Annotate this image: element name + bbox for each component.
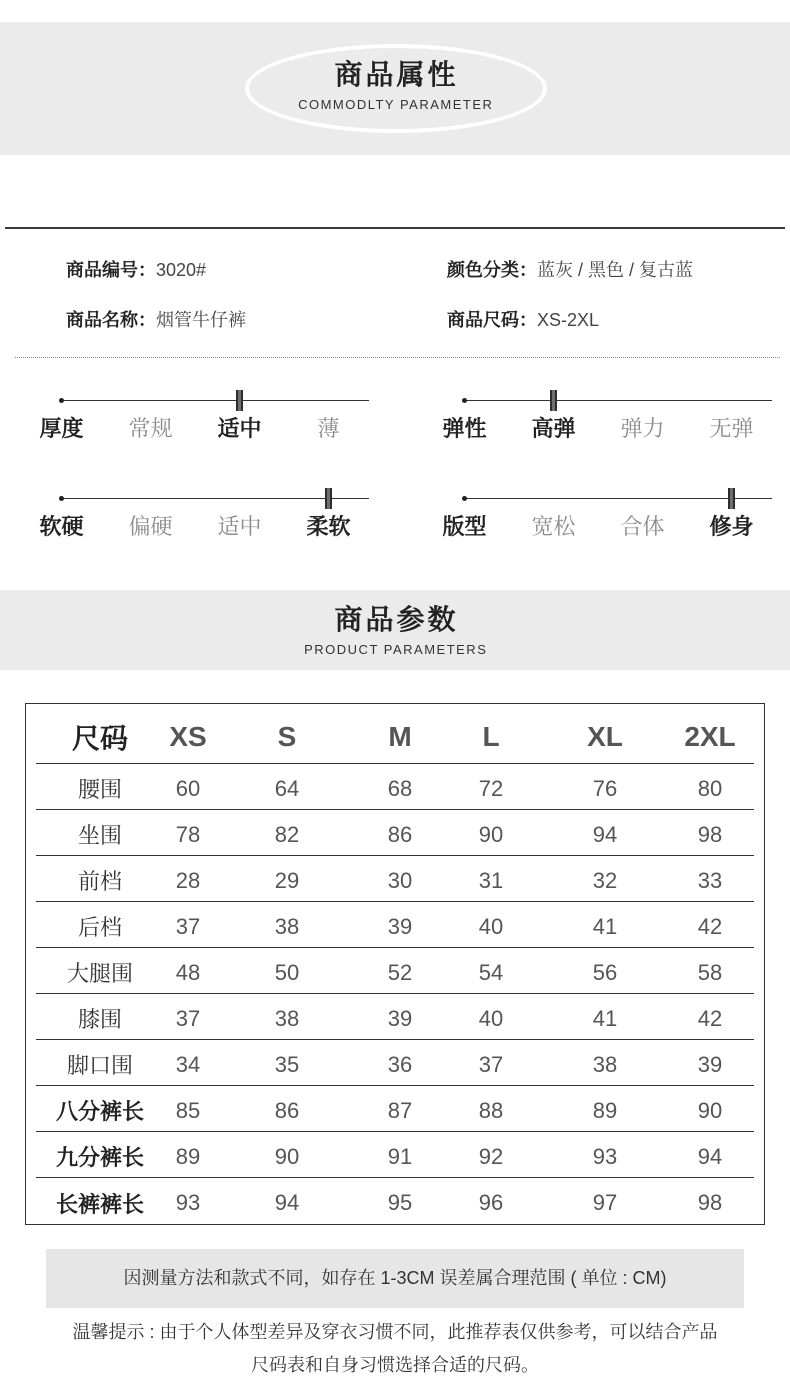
dotted-divider xyxy=(15,357,780,358)
size-column-header: S xyxy=(277,720,297,752)
product-name-label: 商品名称： xyxy=(66,310,156,330)
attribute-option: 弹力 xyxy=(620,416,665,441)
measurement-value: 28 xyxy=(175,867,201,893)
size-table-header xyxy=(36,704,754,764)
product-sizes-value: XS-2XL xyxy=(537,310,600,330)
attribute-label: 软硬 xyxy=(39,514,84,539)
table-row xyxy=(36,764,754,810)
measurement-value: 94 xyxy=(697,1143,723,1169)
attribute-option: 宽松 xyxy=(531,514,576,539)
parameters-title: 商品参数 xyxy=(334,604,459,635)
attribute-option: 无弹 xyxy=(709,416,754,441)
scale-start-dot xyxy=(59,496,64,501)
scale-selected-marker xyxy=(236,390,243,411)
measurement-value: 68 xyxy=(387,775,413,801)
section-divider xyxy=(5,227,785,229)
size-table xyxy=(25,703,765,1225)
measurement-value: 96 xyxy=(478,1190,504,1215)
measurement-value: 64 xyxy=(274,775,300,801)
size-column-header: M xyxy=(388,720,412,752)
product-colors-label: 颜色分类： xyxy=(447,260,537,280)
measurement-value: 38 xyxy=(592,1051,618,1077)
measurement-value: 39 xyxy=(387,913,413,939)
measurement-value: 37 xyxy=(175,913,201,939)
attribute-option: 常规 xyxy=(128,416,173,441)
measurement-value: 89 xyxy=(175,1143,201,1169)
table-row xyxy=(36,1040,754,1086)
measurement-value: 52 xyxy=(387,959,413,985)
measurement-value: 93 xyxy=(592,1143,618,1169)
measurement-value: 34 xyxy=(175,1051,201,1077)
measurement-label: 坐围 xyxy=(77,823,122,848)
measurement-value: 58 xyxy=(697,959,723,985)
table-row xyxy=(36,902,754,948)
scale-line xyxy=(465,498,772,499)
scale-line xyxy=(465,400,772,401)
measurement-value: 37 xyxy=(478,1051,504,1077)
measurement-value: 80 xyxy=(697,775,723,801)
size-tip xyxy=(0,1316,790,1382)
measurement-value: 29 xyxy=(274,867,300,893)
size-tip-line: 温馨提示 : 由于个人体型差异及穿衣习惯不同，此推荐表仅供参考，可以结合产品 xyxy=(72,1322,718,1342)
measurement-value: 31 xyxy=(478,867,504,893)
size-column-header: XL xyxy=(587,720,623,752)
size-table-grid xyxy=(36,704,754,1224)
measurement-value: 78 xyxy=(175,821,201,847)
product-name-value: 烟管牛仔裤 xyxy=(156,310,246,330)
size-column-header: XS xyxy=(169,720,207,752)
measurement-value: 41 xyxy=(592,913,618,939)
table-row xyxy=(36,1132,754,1178)
measurement-value: 38 xyxy=(274,913,300,939)
attribute-option: 偏硬 xyxy=(128,514,173,539)
attribute-label: 厚度 xyxy=(39,416,84,441)
measurement-value: 36 xyxy=(387,1051,413,1077)
measurement-value: 72 xyxy=(478,775,504,801)
attribute-option: 修身 xyxy=(709,514,754,539)
product-sizes xyxy=(447,309,599,331)
measurement-value: 40 xyxy=(478,913,504,939)
attribute-label: 弹性 xyxy=(442,416,487,441)
measurement-value: 42 xyxy=(697,913,723,939)
measurement-value: 35 xyxy=(274,1051,300,1077)
size-header-label: 尺码 xyxy=(71,722,128,754)
attribute-scale xyxy=(17,483,373,543)
measurement-value: 88 xyxy=(478,1097,504,1123)
measurement-value: 95 xyxy=(387,1190,413,1215)
measurement-label: 长裤裤长 xyxy=(55,1191,144,1217)
measurement-value: 39 xyxy=(387,1005,413,1031)
attribute-scale xyxy=(420,483,776,543)
measurement-label: 前档 xyxy=(77,869,122,894)
measurement-label: 膝围 xyxy=(77,1007,122,1032)
attribute-option: 合体 xyxy=(620,514,665,539)
table-row xyxy=(36,1086,754,1132)
measurement-value: 98 xyxy=(697,1190,723,1215)
attribute-option: 适中 xyxy=(217,514,262,539)
measurement-value: 38 xyxy=(274,1005,300,1031)
scale-start-dot xyxy=(462,398,467,403)
parameters-subtitle: PRODUCT PARAMETERS xyxy=(304,642,488,657)
measurement-value: 37 xyxy=(175,1005,201,1031)
table-row xyxy=(36,994,754,1040)
measurement-value: 87 xyxy=(387,1097,413,1123)
attribute-option: 高弹 xyxy=(531,416,576,441)
scale-line xyxy=(62,400,369,401)
measurement-value: 48 xyxy=(175,959,201,985)
measurement-label: 大腿围 xyxy=(66,961,133,986)
product-colors-value: 蓝灰 / 黑色 / 复古蓝 xyxy=(537,260,694,280)
measurement-value: 30 xyxy=(387,867,413,893)
measurement-value: 94 xyxy=(274,1190,300,1215)
measurement-value: 86 xyxy=(274,1097,300,1123)
measurement-value: 93 xyxy=(175,1190,201,1215)
measurement-value: 94 xyxy=(592,821,618,847)
measurement-value: 40 xyxy=(478,1005,504,1031)
product-code-value: 3020# xyxy=(156,260,207,280)
measurement-value: 90 xyxy=(697,1097,723,1123)
measurement-value: 97 xyxy=(592,1190,618,1215)
product-name xyxy=(66,309,246,331)
measurement-label: 八分裤长 xyxy=(55,1099,144,1124)
scale-start-dot xyxy=(462,496,467,501)
measurement-value: 90 xyxy=(478,821,504,847)
size-column-header: 2XL xyxy=(684,720,736,752)
measurement-value: 85 xyxy=(175,1097,201,1123)
product-code xyxy=(66,259,206,281)
measurement-value: 32 xyxy=(592,867,618,893)
measurement-value: 56 xyxy=(592,959,618,985)
measurement-value: 42 xyxy=(697,1005,723,1031)
measurement-value: 86 xyxy=(387,821,413,847)
measurement-value: 39 xyxy=(697,1051,723,1077)
measurement-value: 91 xyxy=(387,1143,413,1169)
size-tip-line: 尺码表和自身习惯选择合适的尺码。 xyxy=(251,1355,539,1375)
measurement-value: 41 xyxy=(592,1005,618,1031)
attribute-option: 适中 xyxy=(217,416,262,441)
attribute-option: 薄 xyxy=(317,416,340,441)
product-sizes-label: 商品尺码： xyxy=(447,310,537,330)
attribute-option: 柔软 xyxy=(306,514,351,539)
attribute-label: 版型 xyxy=(442,514,487,539)
scale-line xyxy=(62,498,369,499)
measurement-value: 33 xyxy=(697,867,723,893)
size-table-body xyxy=(36,764,754,1224)
table-row xyxy=(36,810,754,856)
measurement-value: 98 xyxy=(697,821,723,847)
measurement-label: 后档 xyxy=(77,915,122,940)
measurement-value: 82 xyxy=(274,821,300,847)
size-column-header: L xyxy=(482,720,500,752)
product-code-label: 商品编号： xyxy=(66,260,156,280)
measurement-value: 92 xyxy=(478,1143,504,1169)
measurement-value: 60 xyxy=(175,775,201,801)
measurement-value: 89 xyxy=(592,1097,618,1123)
attributes-title: 商品属性 xyxy=(334,59,459,90)
scale-selected-marker xyxy=(550,390,557,411)
scale-selected-marker xyxy=(325,488,332,509)
product-colors xyxy=(447,259,693,281)
parameters-header-band xyxy=(0,590,790,670)
measurement-note: 因测量方法和款式不同，如存在 1-3CM 误差属合理范围 ( 单位 : CM) xyxy=(46,1249,744,1308)
measurement-label: 九分裤长 xyxy=(55,1145,144,1170)
attribute-scale xyxy=(420,385,776,445)
scale-selected-marker xyxy=(728,488,735,509)
measurement-value: 76 xyxy=(592,775,618,801)
measurement-label: 腰围 xyxy=(77,777,122,802)
table-row xyxy=(36,1178,754,1224)
measurement-value: 50 xyxy=(274,959,300,985)
table-row xyxy=(36,856,754,902)
attributes-header-band xyxy=(0,22,790,155)
scale-start-dot xyxy=(59,398,64,403)
attributes-subtitle: COMMODLTY PARAMETER xyxy=(298,97,494,112)
attribute-scale xyxy=(17,385,373,445)
measurement-label: 脚口围 xyxy=(66,1053,133,1078)
table-row xyxy=(36,948,754,994)
measurement-value: 90 xyxy=(274,1143,300,1169)
measurement-value: 54 xyxy=(478,959,504,985)
